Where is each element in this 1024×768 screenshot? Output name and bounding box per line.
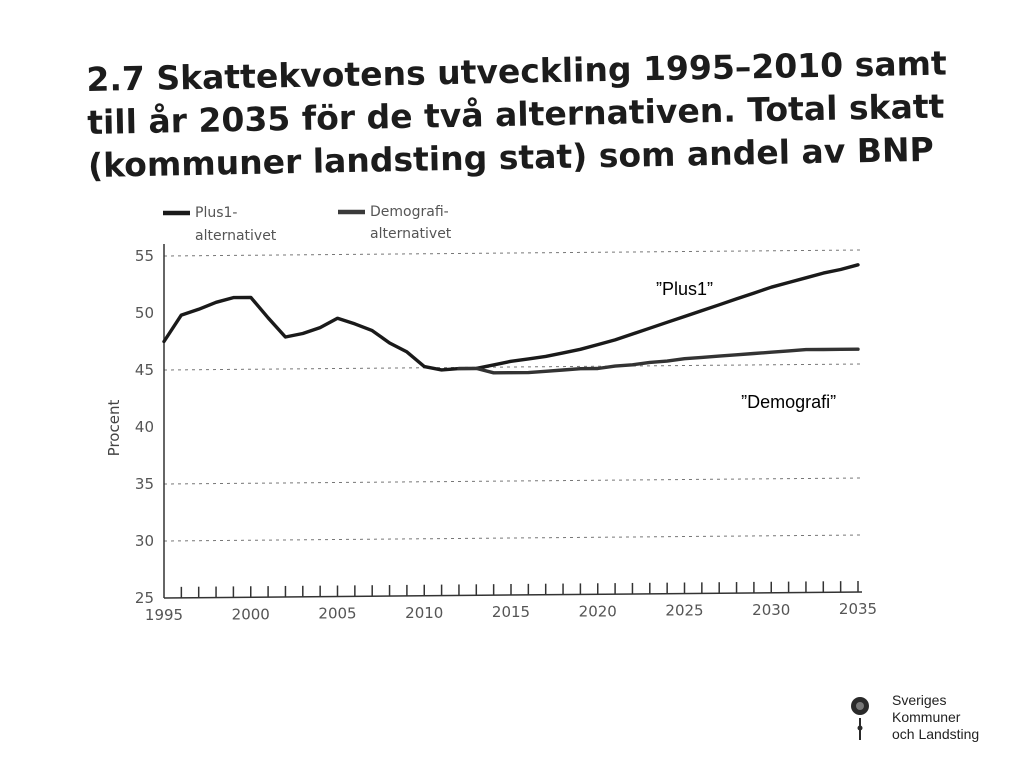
logo-line-2: Kommuner	[892, 709, 961, 725]
x-tick-label-1995: 1995	[144, 606, 184, 624]
y-tick-label-30: 30	[134, 532, 154, 550]
y-tick-label-50: 50	[134, 304, 154, 322]
logo-line-3: och Landsting	[892, 726, 980, 742]
x-tick-label-2010: 2010	[405, 603, 444, 622]
x-tick-label-2025: 2025	[665, 601, 704, 620]
logo-line-1: Sveriges	[892, 692, 947, 708]
x-tick-label-2005: 2005	[318, 604, 357, 623]
annotation-demografi: ”Demografi”	[741, 391, 837, 412]
legend-label-demografi-line1: Demografi-	[370, 204, 449, 220]
y-tick-label-40: 40	[134, 418, 154, 436]
logo-wordmark	[892, 692, 979, 743]
chart-series	[164, 265, 858, 373]
x-tick-label-2015: 2015	[491, 603, 531, 621]
annotation-plus1: ”Plus1”	[655, 278, 714, 299]
y-tick-labels	[135, 247, 154, 607]
x-tick-label-2020: 2020	[578, 602, 617, 621]
y-tick-label-25: 25	[134, 589, 154, 607]
y-tick-label-35: 35	[134, 475, 154, 493]
y-tick-label-45: 45	[134, 361, 154, 379]
chart-annotations	[656, 279, 836, 412]
title-line-3: (kommuner landsting stat) som andel av BNP	[87, 129, 935, 185]
legend-label-plus1-line1: Plus1-	[195, 205, 238, 221]
organization-logo	[838, 688, 1008, 748]
y-axis-label: Procent	[105, 399, 123, 457]
x-tick-label-2030: 2030	[752, 600, 791, 619]
gridline-30	[164, 535, 862, 541]
x-tick-label-2000: 2000	[231, 605, 270, 624]
gridline-35	[164, 478, 862, 484]
y-tick-label-55: 55	[134, 247, 154, 265]
x-ticks	[145, 581, 877, 624]
chart-legend	[163, 204, 452, 244]
skl-logo-icon	[848, 688, 872, 748]
title-line-1: 2.7 Skattekvotens utveckling 1995–2010 samt	[86, 43, 948, 99]
title-line-2: till år 2035 för de två alternativen. Total skatt	[86, 86, 945, 142]
x-tick-label-2035: 2035	[838, 600, 878, 618]
legend-label-demografi-line2: alternativet	[370, 226, 452, 242]
chart-axes	[164, 244, 862, 598]
legend-label-plus1-line2: alternativet	[195, 228, 277, 244]
gridline-55	[164, 250, 862, 256]
gridline-45	[164, 364, 862, 370]
